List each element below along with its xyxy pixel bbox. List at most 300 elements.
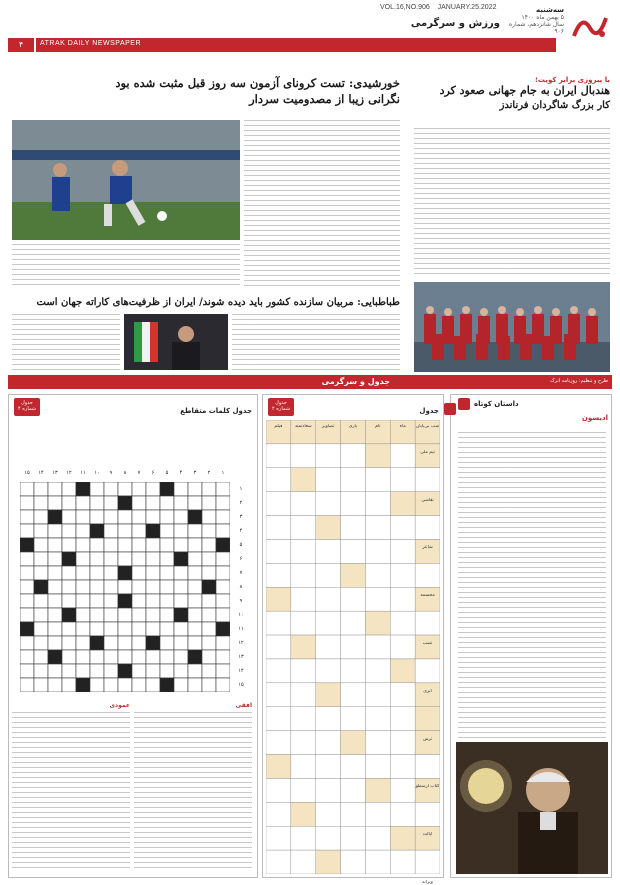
crossword-cell [62, 608, 76, 622]
crossword-cell [174, 636, 188, 650]
crossword-col-number: ۱۵ [24, 470, 30, 476]
crossword-cell [48, 678, 62, 692]
crossword-cell [20, 636, 34, 650]
crossword-col-number: ۱۲ [66, 470, 72, 476]
crossword-row-number: ۹ [239, 598, 243, 604]
crossword-cell [216, 510, 230, 524]
khorshidi-body-right [244, 120, 400, 288]
crossword-cell [48, 650, 62, 664]
crossword-cell [146, 510, 160, 524]
arrow-puzzle-row-label: آبزی [423, 688, 432, 694]
crossword-cell [34, 636, 48, 650]
crossword-cell [188, 678, 202, 692]
crossword-cell [48, 664, 62, 678]
crossword-cell [104, 538, 118, 552]
crossword-cell [188, 566, 202, 580]
crossword-title: جدول کلمات متقاطع [180, 407, 252, 415]
crossword-cell [34, 496, 48, 510]
date-en: JANUARY.25.2022 [437, 4, 497, 11]
arrow-puzzle-labels [266, 420, 440, 885]
crossword-cell [202, 482, 216, 496]
crossword-cell [48, 524, 62, 538]
crossword-cell [216, 538, 230, 552]
crossword-cell [202, 594, 216, 608]
crossword-cell [146, 622, 160, 636]
crossword-cell [118, 608, 132, 622]
crossword-cell [174, 552, 188, 566]
crossword-cell [90, 482, 104, 496]
crossword-cell [118, 636, 132, 650]
crossword-col-number: ۵ [165, 470, 169, 476]
crossword-cell [132, 482, 146, 496]
crossword-cell [62, 636, 76, 650]
crossword-cell [90, 566, 104, 580]
crossword-cell [104, 496, 118, 510]
crossword-cell [174, 580, 188, 594]
crossword-cell [202, 524, 216, 538]
crossword-col-number: ۱ [221, 470, 225, 476]
crossword-cell [34, 678, 48, 692]
crossword-cell [132, 608, 146, 622]
crossword-cell [188, 482, 202, 496]
arrow-puzzle-row-label: شاعر [422, 545, 433, 551]
crossword-cell [118, 524, 132, 538]
crossword-cell [76, 496, 90, 510]
paper-name: ATRAK DAILY NEWSPAPER [40, 40, 142, 47]
crossword-cell [62, 538, 76, 552]
weekday: سه‌شنبه [536, 6, 564, 14]
crossword-cell [202, 678, 216, 692]
page-number: ۴ [8, 38, 34, 52]
tabatabaei-headline: طباطبایی: مربیان سازنده کشور باید دیده شوند/ ایران از ظرفیت‌های کاراته جهان است [36, 297, 400, 308]
crossword-cell [104, 650, 118, 664]
crossword-cell [174, 594, 188, 608]
crossword-cell [202, 608, 216, 622]
arrow-puzzle-row-label: نقاشی [421, 497, 434, 503]
crossword-cell [34, 580, 48, 594]
crossword-cell [76, 524, 90, 538]
crossword-cell [216, 594, 230, 608]
crossword-cell [216, 664, 230, 678]
crossword-cell [188, 622, 202, 636]
crossword-cell [146, 496, 160, 510]
arrow-puzzle-row-label: کتاب ارسطو [415, 784, 440, 790]
crossword-grid [20, 482, 230, 692]
arrow-puzzle-row-label: ترس [422, 736, 433, 742]
crossword-cell [62, 594, 76, 608]
crossword-cell [118, 538, 132, 552]
book-icon [458, 398, 470, 410]
crossword-row-numbers [232, 482, 252, 692]
arrow-puzzle-col-label: فیلم [274, 424, 283, 429]
crossword-cell [216, 622, 230, 636]
crossword-cell [146, 650, 160, 664]
crossword-cell [160, 636, 174, 650]
volume: VOL.16,NO.906 [380, 4, 430, 11]
crossword-cell [118, 552, 132, 566]
crossword-row-number: ۱۱ [238, 626, 244, 632]
handball-subheadline: کار بزرگ شاگردان فرناندز [499, 99, 610, 111]
crossword-cell [48, 622, 62, 636]
tabatabaei-photo [124, 314, 228, 370]
puzzle-icon [444, 403, 456, 415]
crossword-cell [160, 552, 174, 566]
crossword-cell [90, 552, 104, 566]
crossword-cell [188, 524, 202, 538]
crossword-cell [48, 566, 62, 580]
crossword-cell [174, 608, 188, 622]
tabatabaei-body-left [12, 314, 120, 370]
crossword-cell [160, 594, 174, 608]
crossword-cell [62, 510, 76, 524]
crossword-cell [20, 650, 34, 664]
crossword-cell [216, 650, 230, 664]
crossword-cell [132, 594, 146, 608]
crossword-col-number: ۱۱ [80, 470, 86, 476]
crossword-cell [104, 552, 118, 566]
crossword-cell [62, 678, 76, 692]
crossword-cell [62, 580, 76, 594]
crossword-header [180, 398, 252, 417]
arrow-puzzle-row-label: مجسمه [420, 593, 435, 599]
crossword-row-number: ۱۳ [238, 654, 244, 660]
crossword-col-number: ۸ [123, 470, 127, 476]
crossword-cell [62, 650, 76, 664]
crossword-cell [76, 678, 90, 692]
crossword-cell [34, 538, 48, 552]
crossword-cell [76, 664, 90, 678]
crossword-cell [216, 566, 230, 580]
khorshidi-body-bottom [12, 244, 240, 288]
crossword-col-number: ۳ [193, 470, 197, 476]
vertical-clues [12, 702, 130, 709]
crossword-cell [62, 566, 76, 580]
issue-info [504, 6, 564, 35]
crossword-cell [188, 510, 202, 524]
crossword-cell [132, 580, 146, 594]
arrow-puzzle-col-label: شب بی‌پایان [415, 424, 440, 429]
crossword-cell [188, 636, 202, 650]
crossword-cell [118, 678, 132, 692]
crossword-cell [104, 622, 118, 636]
crossword-cell [188, 538, 202, 552]
crossword-cell [76, 510, 90, 524]
crossword-cell [104, 678, 118, 692]
crossword-cell [174, 524, 188, 538]
crossword-cell [132, 510, 146, 524]
azmoun-photo [12, 120, 240, 240]
crossword-cell [104, 580, 118, 594]
crossword-cell [48, 580, 62, 594]
crossword-cell [104, 566, 118, 580]
horizontal-clues-text [134, 712, 252, 872]
crossword-cell [174, 566, 188, 580]
crossword-cell [20, 538, 34, 552]
crossword-cell [104, 664, 118, 678]
football-training-icon [12, 120, 240, 240]
crossword-cell [216, 580, 230, 594]
crossword-cell [160, 664, 174, 678]
crossword-cell [146, 524, 160, 538]
crossword-cell [20, 678, 34, 692]
arrow-puzzle-col-label: یاری [348, 424, 358, 429]
crossword-cell [202, 636, 216, 650]
crossword-cell [34, 482, 48, 496]
crossword-cell [104, 608, 118, 622]
crossword-cell [48, 552, 62, 566]
crossword-cell [34, 524, 48, 538]
crossword-col-number: ۹ [109, 470, 113, 476]
crossword-cell [174, 510, 188, 524]
crossword-cell [202, 650, 216, 664]
handball-team-photo [414, 282, 610, 372]
crossword-cell [34, 594, 48, 608]
crossword-cell [90, 608, 104, 622]
masthead-logo [568, 6, 612, 46]
crossword-cell [62, 664, 76, 678]
crossword-cell [90, 622, 104, 636]
crossword-cell [160, 678, 174, 692]
crossword-cell [76, 650, 90, 664]
crossword-cell [90, 510, 104, 524]
crossword-row-number: ۱ [239, 486, 243, 492]
crossword-cell [216, 636, 230, 650]
crossword-row-number: ۱۰ [238, 612, 244, 618]
crossword-cell [76, 622, 90, 636]
puzzle-section-band [8, 375, 612, 389]
crossword-cell [76, 566, 90, 580]
crossword-cell [34, 622, 48, 636]
crossword-cell [20, 608, 34, 622]
handball-headline: هندبال ایران به جام جهانی صعود کرد [439, 84, 610, 97]
handball-kicker: با پیروزی برابر کویت؛ [535, 76, 610, 84]
crossword-cell [48, 538, 62, 552]
crossword-cell [132, 622, 146, 636]
crossword-cell [118, 580, 132, 594]
crossword-cell [174, 538, 188, 552]
arrow-puzzle-col-label: تصاویر [321, 424, 335, 429]
crossword-cell [132, 566, 146, 580]
crossword-cell [160, 580, 174, 594]
crossword-tag: جدول شماره ۴ [14, 398, 40, 416]
crossword-cell [62, 496, 76, 510]
crossword-cell [62, 524, 76, 538]
crossword-cell [90, 580, 104, 594]
atrak-logo-icon [568, 6, 612, 46]
crossword-cell [160, 608, 174, 622]
edison-photo [456, 742, 608, 874]
crossword-cell [202, 510, 216, 524]
crossword-cell [104, 636, 118, 650]
arrow-puzzle-row-label: نصب [422, 641, 433, 647]
crossword-cell [174, 678, 188, 692]
crossword-cell [132, 636, 146, 650]
arrow-puzzle-col-label: سعادتمند [294, 424, 312, 429]
middle-puzzle-tag: جدول شماره ۲ [268, 398, 294, 416]
date-fa: ۵ بهمن ماه ۱۴۰۰ [521, 14, 564, 21]
crossword-cell [34, 566, 48, 580]
crossword-col-number: ۶ [151, 470, 155, 476]
issue-meta: سال شانزدهم، شماره ۹۰۶ [509, 21, 564, 35]
crossword-cell [20, 622, 34, 636]
crossword-cell [90, 594, 104, 608]
crossword-row-number: ۱۴ [238, 668, 244, 674]
crossword-cell [146, 580, 160, 594]
crossword-cell [90, 664, 104, 678]
khorshidi-headline: خورشیدی: تست کرونای آزمون سه روز قبل مثبت شده بود [115, 76, 400, 90]
crossword-cell [76, 580, 90, 594]
crossword-cell [76, 608, 90, 622]
crossword-cell [20, 552, 34, 566]
arrow-puzzle-col-label: نام [375, 424, 381, 429]
crossword-row-number: ۷ [239, 570, 243, 576]
crossword-cell [76, 482, 90, 496]
crossword-cell [118, 622, 132, 636]
crossword-cell [202, 664, 216, 678]
crossword-cell [90, 524, 104, 538]
crossword-cell [202, 538, 216, 552]
crossword-cell [48, 496, 62, 510]
crossword-cell [146, 664, 160, 678]
crossword-cell [20, 482, 34, 496]
volume-line [380, 4, 497, 11]
band-label: جدول و سرگرمی [321, 377, 390, 386]
crossword-cell [146, 566, 160, 580]
crossword-cell [34, 650, 48, 664]
crossword-cell [118, 566, 132, 580]
crossword-cell [216, 552, 230, 566]
crossword-cell [188, 580, 202, 594]
vertical-clues-title: عمودی [109, 702, 130, 709]
crossword-cell [146, 636, 160, 650]
portrait-icon [124, 314, 228, 370]
crossword-cell [104, 510, 118, 524]
middle-puzzle-header [356, 398, 456, 417]
crossword-row-number: ۸ [239, 584, 243, 590]
crossword-cell [76, 636, 90, 650]
crossword-cell [104, 482, 118, 496]
crossword-cell [48, 608, 62, 622]
crossword-cell [188, 552, 202, 566]
crossword-cell [118, 594, 132, 608]
crossword-cell [202, 552, 216, 566]
crossword-row-number: ۱۵ [238, 682, 244, 688]
crossword-col-numbers [20, 470, 230, 480]
crossword-col-number: ۱۰ [94, 470, 100, 476]
crossword-col-number: ۴ [179, 470, 183, 476]
crossword-cell [118, 650, 132, 664]
arrow-puzzle-row-label: ایالت [422, 832, 433, 838]
crossword-cell [62, 552, 76, 566]
crossword-col-number: ۱۴ [38, 470, 44, 476]
crossword-cell [188, 594, 202, 608]
crossword-cell [20, 566, 34, 580]
horizontal-clues-title: افقی [235, 702, 252, 709]
crossword-cell [202, 622, 216, 636]
crossword-col-number: ۲ [207, 470, 211, 476]
crossword-cell [20, 594, 34, 608]
crossword-cell [48, 636, 62, 650]
crossword-row-number: ۲ [239, 500, 243, 506]
crossword-cell [146, 552, 160, 566]
arrow-puzzle-col-label: ماه [399, 424, 406, 429]
crossword-cell [216, 524, 230, 538]
handball-article [414, 76, 610, 112]
crossword-cell [132, 496, 146, 510]
crossword-cell [34, 664, 48, 678]
crossword-cell [160, 538, 174, 552]
arrow-puzzle-row-label: ویرانه [422, 880, 433, 885]
crossword-cell [146, 608, 160, 622]
crossword-cell [104, 524, 118, 538]
section-title: ورزش و سرگرمی [410, 18, 500, 29]
crossword-cell [48, 594, 62, 608]
crossword-cell [132, 524, 146, 538]
crossword-cell [146, 482, 160, 496]
crossword-cell [146, 594, 160, 608]
crossword-col-number: ۱۳ [52, 470, 58, 476]
crossword-cell [160, 524, 174, 538]
crossword-cell [34, 608, 48, 622]
crossword-cell [48, 510, 62, 524]
crossword-row-number: ۳ [239, 514, 243, 520]
crossword-cell [90, 636, 104, 650]
crossword-cell [132, 552, 146, 566]
crossword-cell [132, 664, 146, 678]
handball-body-text [414, 128, 610, 278]
crossword-cell [216, 608, 230, 622]
crossword-cell [160, 622, 174, 636]
crossword-cell [118, 482, 132, 496]
band-credit: طرح و تنظیم: روزنامه اترک [550, 378, 608, 384]
crossword-cell [160, 650, 174, 664]
edison-portrait-icon [456, 742, 608, 874]
crossword-row-number: ۵ [239, 542, 243, 548]
crossword-col-number: ۷ [137, 470, 141, 476]
crossword-cell [48, 482, 62, 496]
short-story-title: داستان کوتاه [474, 400, 519, 408]
crossword-cell [216, 678, 230, 692]
khorshidi-article [12, 76, 400, 107]
crossword-cell [188, 650, 202, 664]
crossword-cell [174, 496, 188, 510]
crossword-cell [34, 510, 48, 524]
short-story-header [458, 398, 608, 422]
crossword-cell [20, 524, 34, 538]
crossword-cell [76, 552, 90, 566]
crossword-cell [118, 496, 132, 510]
middle-puzzle-title: جدول [419, 407, 439, 415]
short-story-subtitle: ادیسون [581, 414, 608, 422]
crossword-cell [216, 482, 230, 496]
crossword-cell [62, 622, 76, 636]
vertical-clues-text [12, 712, 130, 872]
crossword-cell [118, 510, 132, 524]
crossword-cell [20, 580, 34, 594]
crossword-cell [20, 496, 34, 510]
crossword-cell [118, 664, 132, 678]
crossword-cell [146, 538, 160, 552]
crossword-cell [90, 678, 104, 692]
crossword-cell [160, 510, 174, 524]
crossword-cell [90, 538, 104, 552]
crossword-cell [202, 580, 216, 594]
crossword-cell [160, 566, 174, 580]
crossword-cell [76, 594, 90, 608]
crossword-cell [202, 566, 216, 580]
crossword-cell [188, 608, 202, 622]
crossword-cell [174, 622, 188, 636]
